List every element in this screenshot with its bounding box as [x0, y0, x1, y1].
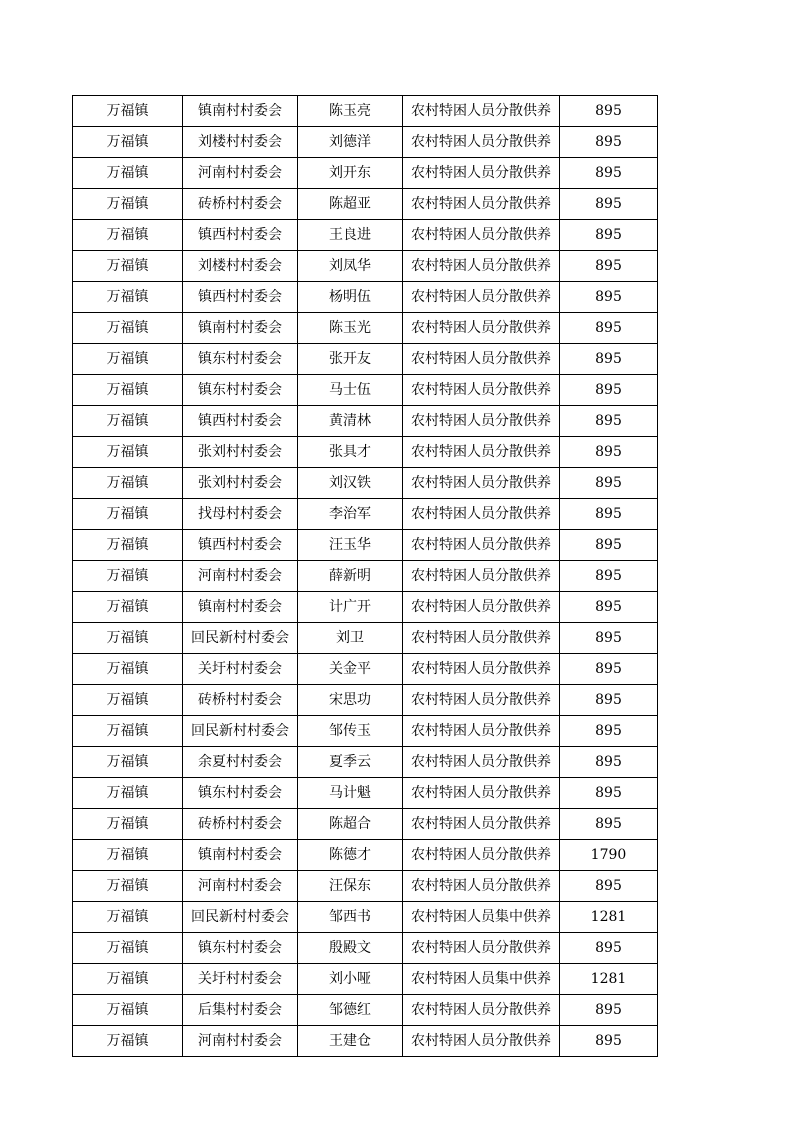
village-committee-cell: 镇西村村委会 [183, 406, 298, 437]
person-name-cell: 殷殿文 [298, 933, 403, 964]
table-row [73, 344, 658, 375]
support-type-cell: 农村特困人员集中供养 [403, 902, 560, 933]
support-type-cell: 农村特困人员分散供养 [403, 592, 560, 623]
town-cell: 万福镇 [73, 685, 183, 716]
amount-cell: 895 [560, 871, 658, 902]
village-committee-cell: 镇南村村委会 [183, 313, 298, 344]
amount-cell: 895 [560, 716, 658, 747]
support-type-cell: 农村特困人员分散供养 [403, 468, 560, 499]
support-type-cell: 农村特困人员分散供养 [403, 809, 560, 840]
table-row [73, 1026, 658, 1057]
roster-table-body [73, 96, 658, 1057]
village-committee-cell: 砖桥村村委会 [183, 189, 298, 220]
support-type-cell: 农村特困人员分散供养 [403, 282, 560, 313]
amount-cell: 895 [560, 995, 658, 1026]
person-name-cell: 刘小哑 [298, 964, 403, 995]
table-row [73, 933, 658, 964]
amount-cell: 895 [560, 375, 658, 406]
amount-cell: 895 [560, 561, 658, 592]
village-committee-cell: 刘楼村村委会 [183, 251, 298, 282]
village-committee-cell: 镇西村村委会 [183, 282, 298, 313]
table-row [73, 468, 658, 499]
person-name-cell: 王建仓 [298, 1026, 403, 1057]
support-type-cell: 农村特困人员分散供养 [403, 251, 560, 282]
amount-cell: 895 [560, 158, 658, 189]
support-type-cell: 农村特困人员分散供养 [403, 623, 560, 654]
amount-cell: 895 [560, 96, 658, 127]
town-cell: 万福镇 [73, 778, 183, 809]
amount-cell: 895 [560, 313, 658, 344]
village-committee-cell: 刘楼村村委会 [183, 127, 298, 158]
person-name-cell: 关金平 [298, 654, 403, 685]
support-type-cell: 农村特困人员分散供养 [403, 561, 560, 592]
village-committee-cell: 镇东村村委会 [183, 375, 298, 406]
village-committee-cell: 河南村村委会 [183, 871, 298, 902]
amount-cell: 895 [560, 468, 658, 499]
village-committee-cell: 河南村村委会 [183, 1026, 298, 1057]
village-committee-cell: 镇南村村委会 [183, 96, 298, 127]
town-cell: 万福镇 [73, 902, 183, 933]
village-committee-cell: 镇东村村委会 [183, 933, 298, 964]
person-name-cell: 黄清林 [298, 406, 403, 437]
amount-cell: 895 [560, 592, 658, 623]
support-type-cell: 农村特困人员分散供养 [403, 778, 560, 809]
amount-cell: 895 [560, 127, 658, 158]
town-cell: 万福镇 [73, 375, 183, 406]
support-type-cell: 农村特困人员分散供养 [403, 158, 560, 189]
town-cell: 万福镇 [73, 313, 183, 344]
amount-cell: 1281 [560, 902, 658, 933]
amount-cell: 895 [560, 344, 658, 375]
town-cell: 万福镇 [73, 344, 183, 375]
amount-cell: 895 [560, 437, 658, 468]
person-name-cell: 李治军 [298, 499, 403, 530]
table-row [73, 654, 658, 685]
support-type-cell: 农村特困人员分散供养 [403, 499, 560, 530]
village-committee-cell: 回民新村村委会 [183, 902, 298, 933]
village-committee-cell: 镇西村村委会 [183, 530, 298, 561]
amount-cell: 895 [560, 747, 658, 778]
town-cell: 万福镇 [73, 220, 183, 251]
village-committee-cell: 关圩村村委会 [183, 654, 298, 685]
village-committee-cell: 砖桥村村委会 [183, 685, 298, 716]
table-row [73, 995, 658, 1026]
support-type-cell: 农村特困人员分散供养 [403, 406, 560, 437]
support-type-cell: 农村特困人员分散供养 [403, 96, 560, 127]
amount-cell: 1790 [560, 840, 658, 871]
support-type-cell: 农村特困人员分散供养 [403, 1026, 560, 1057]
amount-cell: 895 [560, 685, 658, 716]
town-cell: 万福镇 [73, 561, 183, 592]
amount-cell: 895 [560, 499, 658, 530]
town-cell: 万福镇 [73, 499, 183, 530]
table-row [73, 685, 658, 716]
village-committee-cell: 张刘村村委会 [183, 468, 298, 499]
person-name-cell: 刘汉铁 [298, 468, 403, 499]
person-name-cell: 陈玉光 [298, 313, 403, 344]
table-row [73, 964, 658, 995]
village-committee-cell: 镇西村村委会 [183, 220, 298, 251]
relief-roster-table [72, 95, 658, 1057]
town-cell: 万福镇 [73, 96, 183, 127]
amount-cell: 895 [560, 282, 658, 313]
amount-cell: 895 [560, 189, 658, 220]
amount-cell: 895 [560, 933, 658, 964]
person-name-cell: 刘凤华 [298, 251, 403, 282]
person-name-cell: 夏季云 [298, 747, 403, 778]
person-name-cell: 杨明伍 [298, 282, 403, 313]
table-row [73, 499, 658, 530]
person-name-cell: 马士伍 [298, 375, 403, 406]
town-cell: 万福镇 [73, 995, 183, 1026]
village-committee-cell: 镇南村村委会 [183, 592, 298, 623]
amount-cell: 895 [560, 654, 658, 685]
person-name-cell: 邹西书 [298, 902, 403, 933]
amount-cell: 895 [560, 778, 658, 809]
table-row [73, 282, 658, 313]
town-cell: 万福镇 [73, 933, 183, 964]
town-cell: 万福镇 [73, 468, 183, 499]
town-cell: 万福镇 [73, 158, 183, 189]
support-type-cell: 农村特困人员分散供养 [403, 220, 560, 251]
support-type-cell: 农村特困人员分散供养 [403, 871, 560, 902]
village-committee-cell: 镇东村村委会 [183, 344, 298, 375]
amount-cell: 895 [560, 809, 658, 840]
amount-cell: 895 [560, 1026, 658, 1057]
support-type-cell: 农村特困人员分散供养 [403, 127, 560, 158]
table-row [73, 530, 658, 561]
table-row [73, 127, 658, 158]
amount-cell: 895 [560, 623, 658, 654]
person-name-cell: 计广开 [298, 592, 403, 623]
village-committee-cell: 张刘村村委会 [183, 437, 298, 468]
village-committee-cell: 镇南村村委会 [183, 840, 298, 871]
person-name-cell: 陈德才 [298, 840, 403, 871]
support-type-cell: 农村特困人员分散供养 [403, 716, 560, 747]
village-committee-cell: 回民新村村委会 [183, 623, 298, 654]
person-name-cell: 邹德红 [298, 995, 403, 1026]
support-type-cell: 农村特困人员分散供养 [403, 313, 560, 344]
table-row [73, 251, 658, 282]
town-cell: 万福镇 [73, 809, 183, 840]
table-row [73, 406, 658, 437]
table-row [73, 778, 658, 809]
town-cell: 万福镇 [73, 623, 183, 654]
table-row [73, 871, 658, 902]
table-row [73, 437, 658, 468]
table-row [73, 313, 658, 344]
town-cell: 万福镇 [73, 437, 183, 468]
support-type-cell: 农村特困人员分散供养 [403, 933, 560, 964]
town-cell: 万福镇 [73, 251, 183, 282]
table-row [73, 840, 658, 871]
person-name-cell: 张具才 [298, 437, 403, 468]
amount-cell: 1281 [560, 964, 658, 995]
table-row [73, 189, 658, 220]
town-cell: 万福镇 [73, 747, 183, 778]
support-type-cell: 农村特困人员分散供养 [403, 747, 560, 778]
person-name-cell: 刘德洋 [298, 127, 403, 158]
table-row [73, 716, 658, 747]
town-cell: 万福镇 [73, 1026, 183, 1057]
person-name-cell: 薛新明 [298, 561, 403, 592]
town-cell: 万福镇 [73, 127, 183, 158]
support-type-cell: 农村特困人员分散供养 [403, 995, 560, 1026]
table-row [73, 561, 658, 592]
amount-cell: 895 [560, 251, 658, 282]
support-type-cell: 农村特困人员分散供养 [403, 685, 560, 716]
table-row [73, 375, 658, 406]
table-row [73, 158, 658, 189]
table-row [73, 747, 658, 778]
support-type-cell: 农村特困人员集中供养 [403, 964, 560, 995]
village-committee-cell: 回民新村村委会 [183, 716, 298, 747]
town-cell: 万福镇 [73, 840, 183, 871]
amount-cell: 895 [560, 530, 658, 561]
person-name-cell: 马计魁 [298, 778, 403, 809]
support-type-cell: 农村特困人员分散供养 [403, 654, 560, 685]
town-cell: 万福镇 [73, 530, 183, 561]
support-type-cell: 农村特困人员分散供养 [403, 530, 560, 561]
person-name-cell: 刘卫 [298, 623, 403, 654]
person-name-cell: 陈玉亮 [298, 96, 403, 127]
person-name-cell: 张开友 [298, 344, 403, 375]
town-cell: 万福镇 [73, 406, 183, 437]
town-cell: 万福镇 [73, 871, 183, 902]
town-cell: 万福镇 [73, 964, 183, 995]
support-type-cell: 农村特困人员分散供养 [403, 375, 560, 406]
village-committee-cell: 后集村村委会 [183, 995, 298, 1026]
village-committee-cell: 找母村村委会 [183, 499, 298, 530]
person-name-cell: 宋思功 [298, 685, 403, 716]
village-committee-cell: 镇东村村委会 [183, 778, 298, 809]
town-cell: 万福镇 [73, 654, 183, 685]
village-committee-cell: 关圩村村委会 [183, 964, 298, 995]
town-cell: 万福镇 [73, 189, 183, 220]
village-committee-cell: 河南村村委会 [183, 158, 298, 189]
person-name-cell: 陈超合 [298, 809, 403, 840]
village-committee-cell: 河南村村委会 [183, 561, 298, 592]
person-name-cell: 汪保东 [298, 871, 403, 902]
support-type-cell: 农村特困人员分散供养 [403, 344, 560, 375]
person-name-cell: 陈超亚 [298, 189, 403, 220]
village-committee-cell: 砖桥村村委会 [183, 809, 298, 840]
table-row [73, 96, 658, 127]
village-committee-cell: 余夏村村委会 [183, 747, 298, 778]
person-name-cell: 刘开东 [298, 158, 403, 189]
support-type-cell: 农村特困人员分散供养 [403, 840, 560, 871]
town-cell: 万福镇 [73, 716, 183, 747]
town-cell: 万福镇 [73, 592, 183, 623]
support-type-cell: 农村特困人员分散供养 [403, 189, 560, 220]
amount-cell: 895 [560, 406, 658, 437]
table-row [73, 592, 658, 623]
amount-cell: 895 [560, 220, 658, 251]
support-type-cell: 农村特困人员分散供养 [403, 437, 560, 468]
person-name-cell: 邹传玉 [298, 716, 403, 747]
person-name-cell: 汪玉华 [298, 530, 403, 561]
table-row [73, 623, 658, 654]
table-row [73, 809, 658, 840]
town-cell: 万福镇 [73, 282, 183, 313]
table-row [73, 220, 658, 251]
person-name-cell: 王良进 [298, 220, 403, 251]
table-row [73, 902, 658, 933]
